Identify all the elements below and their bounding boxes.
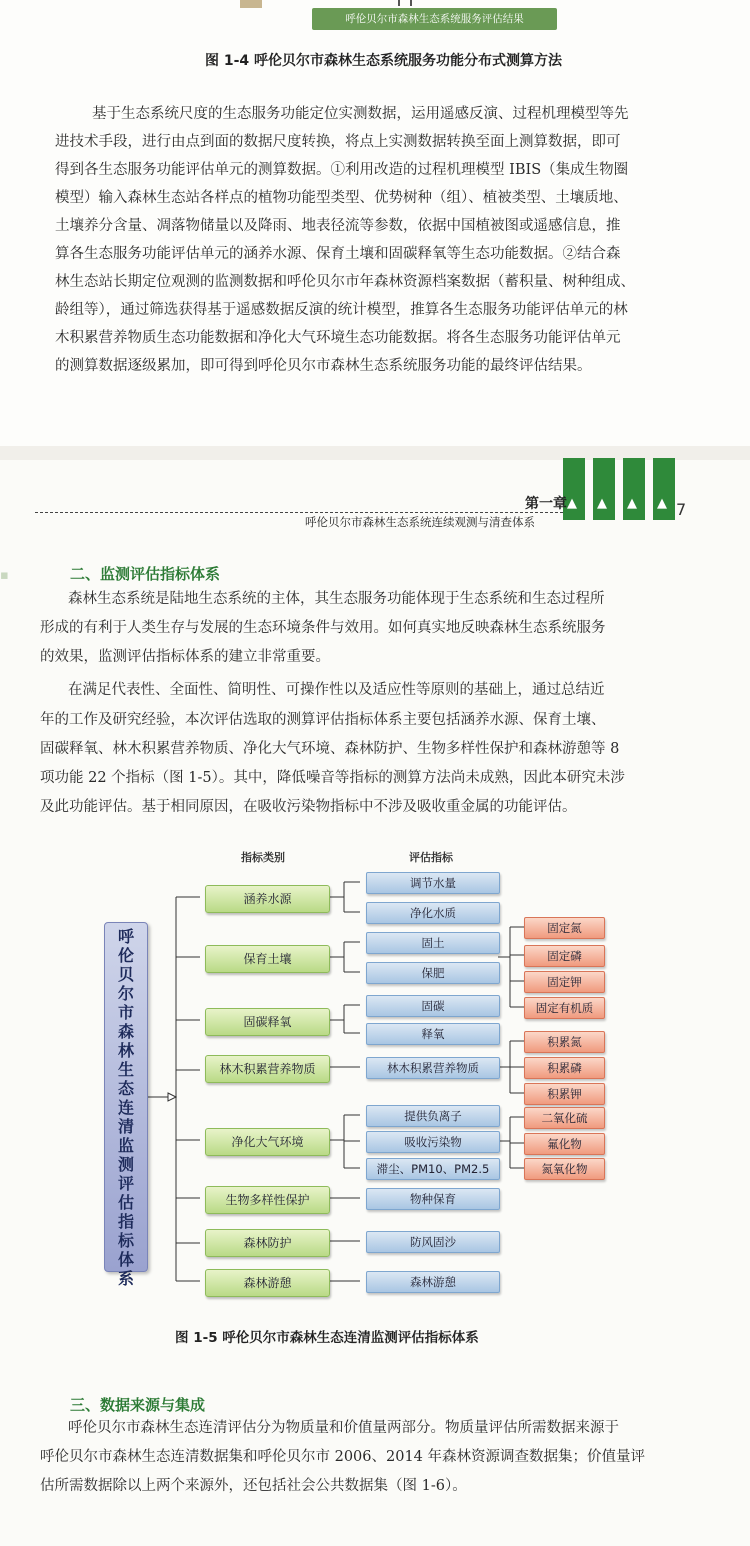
indicator-column-header: 评估指标 — [409, 851, 453, 864]
root-label-char: 贝 — [117, 965, 134, 984]
root-label-char: 体 — [117, 1250, 134, 1269]
indicator-box: 保肥 — [366, 962, 500, 984]
root-label-char: 测 — [117, 1155, 134, 1174]
category-box: 净化大气环境 — [205, 1128, 330, 1156]
paragraph-line: 及此功能评估。基于相同原因，在吸收污染物指标中不涉及吸收重金属的功能评估。 — [40, 799, 577, 815]
root-label-char: 指 — [117, 1212, 134, 1231]
root-label — [105, 927, 147, 1288]
section-3-title: 三、数据来源与集成 — [70, 1396, 206, 1414]
root-label-char: 伦 — [117, 946, 134, 965]
sub-indicator-box: 固定钾 — [524, 971, 605, 993]
paragraph-line: 估所需数据除以上两个来源外，还包括社会公共数据集（图 1-6）。 — [40, 1478, 467, 1494]
paragraph-line: 形成的有利于人类生存与发展的生态环境条件与效用。如何真实地反映森林生态系统服务 — [40, 620, 606, 636]
paragraph-line: 在满足代表性、全面性、简明性、可操作性以及适应性等原则的基础上，通过总结近 — [68, 682, 605, 698]
indicator-diagram — [100, 845, 650, 1315]
root-label-char: 系 — [117, 1269, 134, 1288]
sub-indicator-box: 固定磷 — [524, 945, 605, 967]
paragraph-line: 森林生态系统是陆地生态系统的主体，其生态服务功能体现于生态系统和生态过程所 — [68, 591, 605, 607]
paragraph-line: 的效果，监测评估指标体系的建立非常重要。 — [40, 649, 330, 665]
category-box: 森林游憩 — [205, 1269, 330, 1297]
bleed-text-fragment: ▪ — [0, 568, 9, 583]
indicator-box: 滞尘、PM10、PM2.5 — [366, 1158, 500, 1180]
binding-mark-icon — [398, 0, 412, 6]
paragraph-line: 基于生态系统尺度的生态服务功能定位实测数据，运用遥感反演、过程机理模型等先 — [92, 106, 629, 122]
root-label-char: 标 — [117, 1231, 134, 1250]
root-label-char: 市 — [117, 1003, 134, 1022]
paragraph-line: 模型）输入森林生态站各样点的植物功能型类型、优势树种（组）、植被类型、土壤质地、 — [55, 190, 628, 206]
sub-indicator-box: 氟化物 — [524, 1133, 605, 1155]
sub-indicator-box: 二氧化硫 — [524, 1107, 605, 1129]
root-label-char: 评 — [117, 1174, 134, 1193]
indicator-box: 物种保育 — [366, 1188, 500, 1210]
tree-icon: ▲ — [627, 496, 637, 511]
root-label-char: 呼 — [117, 927, 134, 946]
page-number: 7 — [676, 500, 687, 519]
paragraph-line: 林生态站长期定位观测的监测数据和呼伦贝尔市年森林资源档案数据（蓄积量、树种组成、 — [55, 274, 635, 290]
indicator-box: 林木积累营养物质 — [366, 1057, 500, 1079]
root-label-char: 清 — [117, 1117, 134, 1136]
paragraph-line: 的测算数据逐级累加，即可得到呼伦贝尔市森林生态系统服务功能的最终评估结果。 — [55, 358, 592, 374]
indicator-box: 净化水质 — [366, 902, 500, 924]
chapter-subtitle: 呼伦贝尔市森林生态系统连续观测与清查体系 — [305, 515, 535, 529]
figure-1-4-caption: 图 1-4 呼伦贝尔市森林生态系统服务功能分布式测算方法 — [205, 53, 563, 69]
paragraph-line: 得到各生态服务功能评估单元的测算数据。①利用改造的过程机理模型 IBIS（集成生物圈 — [55, 162, 629, 178]
indicator-box: 固碳 — [366, 995, 500, 1017]
header-rule — [35, 512, 563, 513]
tree-icon: ▲ — [657, 496, 667, 511]
paragraph-line: 固碳释氧、林木积累营养物质、净化大气环境、森林防护、生物多样性保护和森林游憩等 8 — [40, 741, 620, 757]
root-label-char: 生 — [117, 1060, 134, 1079]
root-label-char: 估 — [117, 1193, 134, 1212]
sub-indicator-box: 积累氮 — [524, 1031, 605, 1053]
indicator-box: 固土 — [366, 932, 500, 954]
indicator-box: 森林游憩 — [366, 1271, 500, 1293]
category-box: 生物多样性保护 — [205, 1186, 330, 1214]
sub-indicator-box: 积累钾 — [524, 1083, 605, 1105]
sub-indicator-box: 积累磷 — [524, 1057, 605, 1079]
root-indicator-system — [104, 922, 148, 1288]
root-label-char: 态 — [117, 1079, 134, 1098]
chapter-label: 第一章 — [525, 496, 567, 512]
figure-1-5-caption: 图 1-5 呼伦贝尔市森林生态连清监测评估指标体系 — [175, 1330, 479, 1346]
indicator-box: 吸收污染物 — [366, 1131, 500, 1153]
category-box: 固碳释氧 — [205, 1008, 330, 1036]
sub-indicator-box: 固定有机质 — [524, 997, 605, 1019]
indicator-box: 防风固沙 — [366, 1231, 500, 1253]
indicator-box: 释氧 — [366, 1023, 500, 1045]
root-label-char: 林 — [117, 1041, 134, 1060]
section-2-title: 二、监测评估指标体系 — [70, 565, 221, 583]
tree-icon: ▲ — [567, 496, 577, 511]
root-label-char: 尔 — [117, 984, 134, 1003]
paragraph-line: 算各生态服务功能评估单元的涵养水源、保育土壤和固碳释氧等生态功能数据。②结合森 — [55, 246, 621, 262]
category-box: 林木积累营养物质 — [205, 1055, 330, 1083]
running-header-band: 呼伦贝尔市森林生态系统服务评估结果 — [312, 8, 557, 30]
paragraph-line: 木积累营养物质生态功能数据和净化大气环境生态功能数据。将各生态服务功能评估单元 — [55, 330, 621, 346]
category-box: 森林防护 — [205, 1229, 330, 1257]
sub-indicator-box: 氮氧化物 — [524, 1158, 605, 1180]
category-column-header: 指标类别 — [241, 851, 285, 864]
paragraph-line: 土壤养分含量、凋落物储量以及降雨、地表径流等参数，依据中国植被图或遥感信息，推 — [55, 218, 621, 234]
indicator-box: 提供负离子 — [366, 1105, 500, 1127]
paragraph-line: 进技术手段，进行由点到面的数据尺度转换，将点上实测数据转换至面上测算数据，即可 — [55, 134, 621, 150]
root-label-char: 森 — [117, 1022, 134, 1041]
category-box: 保育土壤 — [205, 945, 330, 973]
paragraph-line: 龄组等），通过筛选获得基于遥感数据反演的统计模型，推算各生态服务功能评估单元的林 — [55, 302, 628, 318]
paragraph-line: 年的工作及研究经验，本次评估选取的测算评估指标体系主要包括涵养水源、保育土壤、 — [40, 712, 606, 728]
paragraph-line: 项功能 22 个指标（图 1-5）。其中，降低噪音等指标的测算方法尚未成熟，因此本研究未涉 — [40, 770, 625, 786]
tree-icon: ▲ — [597, 496, 607, 511]
paragraph-line: 呼伦贝尔市森林生态连清评估分为物质量和价值量两部分。物质量评估所需数据来源于 — [68, 1420, 619, 1436]
root-label-char: 监 — [117, 1136, 134, 1155]
sub-indicator-box: 固定氮 — [524, 917, 605, 939]
root-label-char: 连 — [117, 1098, 134, 1117]
page-tab-marker — [240, 0, 262, 8]
category-box: 涵养水源 — [205, 885, 330, 913]
indicator-box: 调节水量 — [366, 872, 500, 894]
paragraph-line: 呼伦贝尔市森林生态连清数据集和呼伦贝尔市 2006、2014 年森林资源调查数据集；价值量评 — [40, 1449, 646, 1465]
